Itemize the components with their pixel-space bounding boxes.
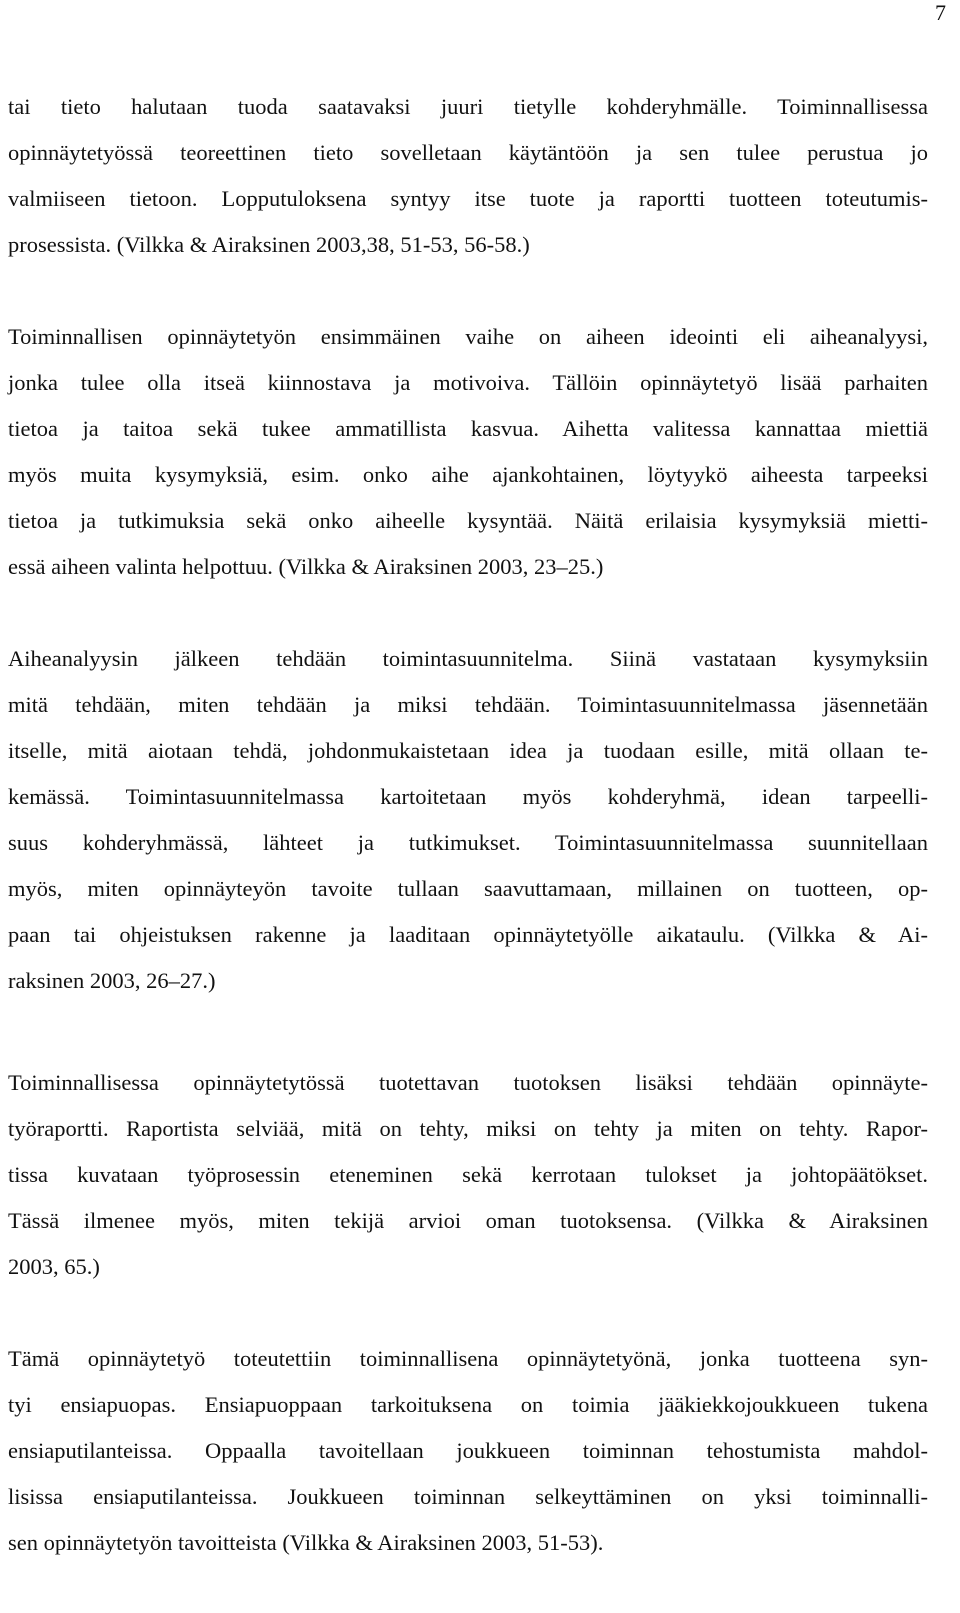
text-line: suus kohderyhmässä, lähteet ja tutkimukset. Toimintasuunnitelmassa suunnitellaan: [8, 830, 928, 855]
text-line: Aiheanalyysin jälkeen tehdään toimintasuunnitelma. Siinä vastataan kysymyksiin: [8, 646, 928, 671]
text-line: tai tieto halutaan tuoda saatavaksi juuri tietylle kohderyhmälle. Toiminnallisessa: [8, 94, 928, 119]
text-line: ensiaputilanteissa. Oppaalla tavoitellaan joukkueen toiminnan tehostumista mahdol-: [8, 1438, 928, 1463]
text-line: myös, miten opinnäyteyön tavoite tullaan saavuttamaan, millainen on tuotteen, op-: [8, 876, 928, 901]
text-line: jonka tulee olla itseä kiinnostava ja motivoiva. Tällöin opinnäytetyö lisää parhaiten: [8, 370, 928, 395]
paragraph-4: [8, 1060, 928, 1290]
text-line: Tämä opinnäytetyö toteutettiin toiminnallisena opinnäytetyönä, jonka tuotteena syn-: [8, 1346, 928, 1371]
paragraph-3: [8, 636, 928, 1004]
text-line: myös muita kysymyksiä, esim. onko aihe ajankohtainen, löytyykö aiheesta tarpeeksi: [8, 462, 928, 487]
text-line: sen opinnäytetyön tavoitteista (Vilkka & Airaksinen 2003, 51-53).: [8, 1530, 604, 1555]
page-number: 7: [935, 0, 946, 25]
text-line: Tässä ilmenee myös, miten tekijä arvioi oman tuotoksensa. (Vilkka & Airaksinen: [8, 1208, 928, 1233]
text-line: prosessista. (Vilkka & Airaksinen 2003,38, 51-53, 56-58.): [8, 232, 530, 257]
text-line: työraportti. Raportista selviää, mitä on tehty, miksi on tehty ja miten on tehty. Rapor-: [8, 1116, 928, 1141]
text-line: itselle, mitä aiotaan tehdä, johdonmukaistetaan idea ja tuodaan esille, mitä ollaan te-: [8, 738, 928, 763]
paragraph-2: [8, 314, 928, 590]
text-line: kemässä. Toimintasuunnitelmassa kartoitetaan myös kohderyhmä, idean tarpeelli-: [8, 784, 928, 809]
text-line: mitä tehdään, miten tehdään ja miksi tehdään. Toimintasuunnitelmassa jäsennetään: [8, 692, 928, 717]
text-line: valmiiseen tietoon. Lopputuloksena syntyy itse tuote ja raportti tuotteen toteutumis-: [8, 186, 928, 211]
paragraph-5: [8, 1336, 928, 1566]
text-line: tietoa ja tutkimuksia sekä onko aiheelle kysyntää. Näitä erilaisia kysymyksiä mietti-: [8, 508, 928, 533]
text-line: essä aiheen valinta helpottuu. (Vilkka & Airaksinen 2003, 23–25.): [8, 554, 604, 579]
text-line: paan tai ohjeistuksen rakenne ja laaditaan opinnäytetyölle aikataulu. (Vilkka & Ai-: [8, 922, 928, 947]
text-line: tietoa ja taitoa sekä tukee ammatillista kasvua. Aihetta valitessa kannattaa miettiä: [8, 416, 928, 441]
text-line: tyi ensiapuopas. Ensiapuoppaan tarkoituksena on toimia jääkiekkojoukkueen tukena: [8, 1392, 928, 1417]
text-line: tissa kuvataan työprosessin eteneminen sekä kerrotaan tulokset ja johtopäätökset.: [8, 1162, 928, 1187]
text-line: opinnäytetyössä teoreettinen tieto sovelletaan käytäntöön ja sen tulee perustua jo: [8, 140, 928, 165]
text-line: lisissa ensiaputilanteissa. Joukkueen toiminnan selkeyttäminen on yksi toiminnalli-: [8, 1484, 928, 1509]
text-line: Toiminnallisessa opinnäytetytössä tuotettavan tuotoksen lisäksi tehdään opinnäyte-: [8, 1070, 928, 1095]
text-line: Toiminnallisen opinnäytetyön ensimmäinen vaihe on aiheen ideointi eli aiheanalyysi,: [8, 324, 928, 349]
text-line: 2003, 65.): [8, 1254, 100, 1279]
text-line: raksinen 2003, 26–27.): [8, 968, 216, 993]
paragraph-1: [8, 84, 928, 268]
